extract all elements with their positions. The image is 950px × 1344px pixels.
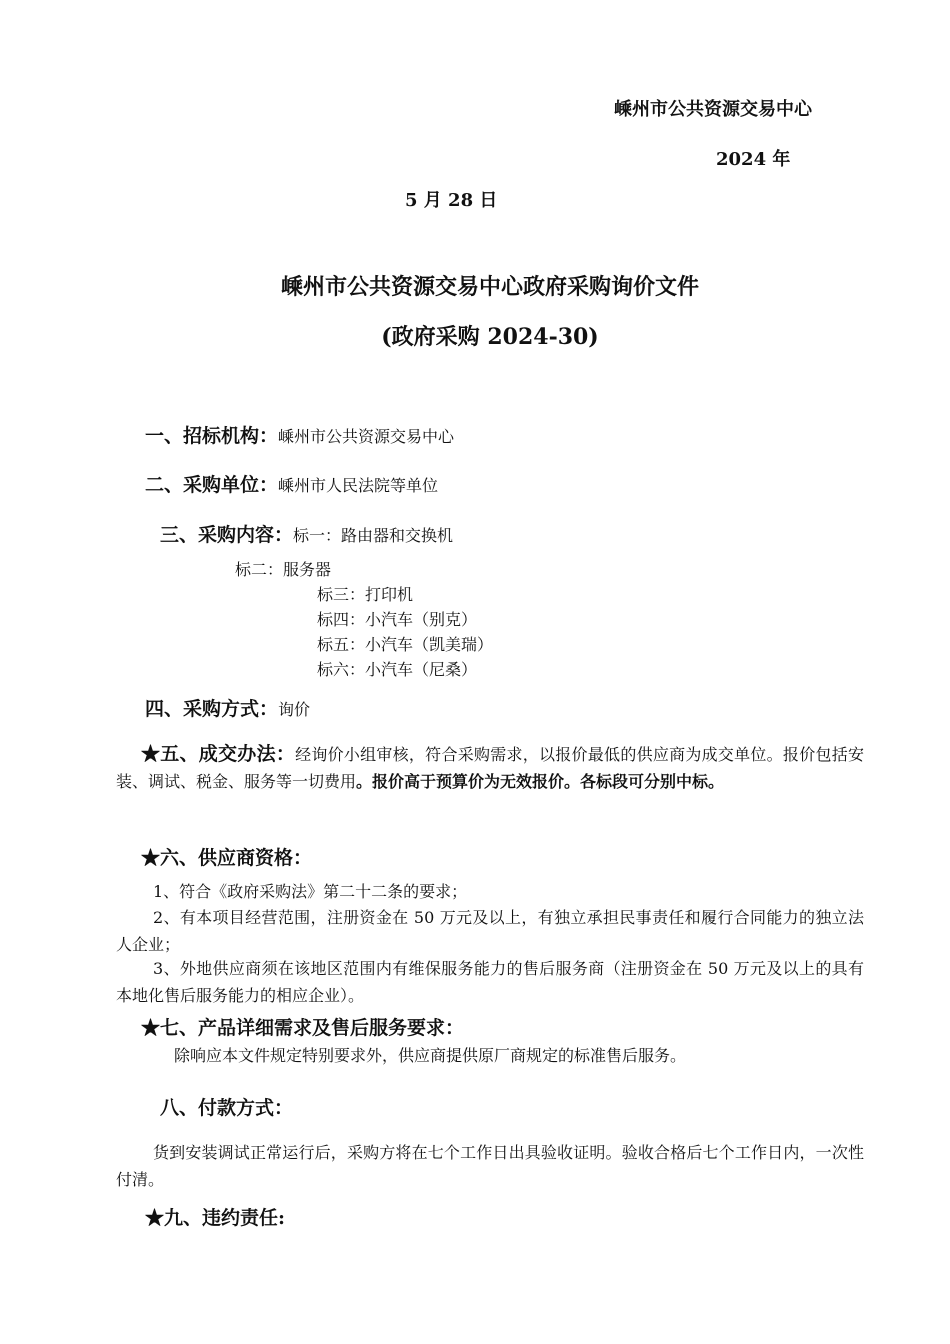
section-6-item: 1、符合《政府采购法》第二十二条的要求； (153, 882, 468, 901)
section-5-bold-text: 。报价高于预算价为无效报价。各标段可分别中标。 (356, 772, 725, 791)
section-4-value: 询价 (278, 700, 311, 719)
section-3-item: 标二：服务器 (235, 560, 332, 579)
section-6-item: 3、外地供应商须在该地区范围内有维保服务能力的售后服务商（注册资金在 50 万元及以上的具有本地化售后服务能力的相应企业）。 (116, 959, 864, 1005)
section-5-text: 经询价小组审核，符合采购需求，以报价最低的供应商为成交单位。报价包括安装、调试、税金、服务等一切费用 (116, 745, 864, 791)
section-9-label: ★九、违约责任: (145, 1207, 286, 1229)
section-1 (145, 421, 454, 448)
document-subtitle: (政府采购 2024-30) (381, 324, 599, 350)
section-5-label: ★五、成交办法： (141, 743, 296, 765)
section-2-label: 二、采购单位： (145, 474, 279, 496)
section-4-label: 四、采购方式： (145, 698, 279, 720)
section-1-value: 嵊州市公共资源交易中心 (278, 427, 455, 446)
section-3 (160, 520, 453, 547)
section-8-label: 八、付款方式： (160, 1097, 294, 1119)
section-3-item: 标五：小汽车（凯美瑞） (317, 635, 494, 654)
section-3-value: 标一：路由器和交换机 (293, 526, 454, 545)
section-2 (145, 470, 438, 497)
section-5 (116, 741, 864, 795)
header-year: 2024 年 (716, 149, 791, 170)
header-date: 5 月 28 日 (405, 190, 498, 211)
section-3-item: 标四：小汽车（别克） (317, 610, 478, 629)
document-title: 嵊州市公共资源交易中心政府采购询价文件 (280, 274, 699, 300)
section-8-text: 货到安装调试正常运行后，采购方将在七个工作日出具验收证明。验收合格后七个工作日内，一次性付清。 (116, 1143, 864, 1189)
section-3-item: 标三：打印机 (317, 585, 414, 604)
header-org: 嵊州市公共资源交易中心 (614, 99, 812, 120)
section-6-label: ★六、供应商资格： (141, 847, 313, 869)
section-6-item: 2、有本项目经营范围，注册资金在 50 万元及以上，有独立承担民事责任和履行合同能力的独立法人企业； (116, 908, 864, 954)
section-1-label: 一、招标机构： (145, 425, 279, 447)
section-2-value: 嵊州市人民法院等单位 (278, 476, 439, 495)
section-7-label: ★七、产品详细需求及售后服务要求： (141, 1017, 465, 1039)
section-7-text: 除响应本文件规定特别要求外，供应商提供原厂商规定的标准售后服务。 (174, 1046, 687, 1065)
section-4 (145, 694, 310, 721)
section-3-label: 三、采购内容： (160, 524, 294, 546)
section-3-item: 标六：小汽车（尼桑） (317, 660, 478, 679)
